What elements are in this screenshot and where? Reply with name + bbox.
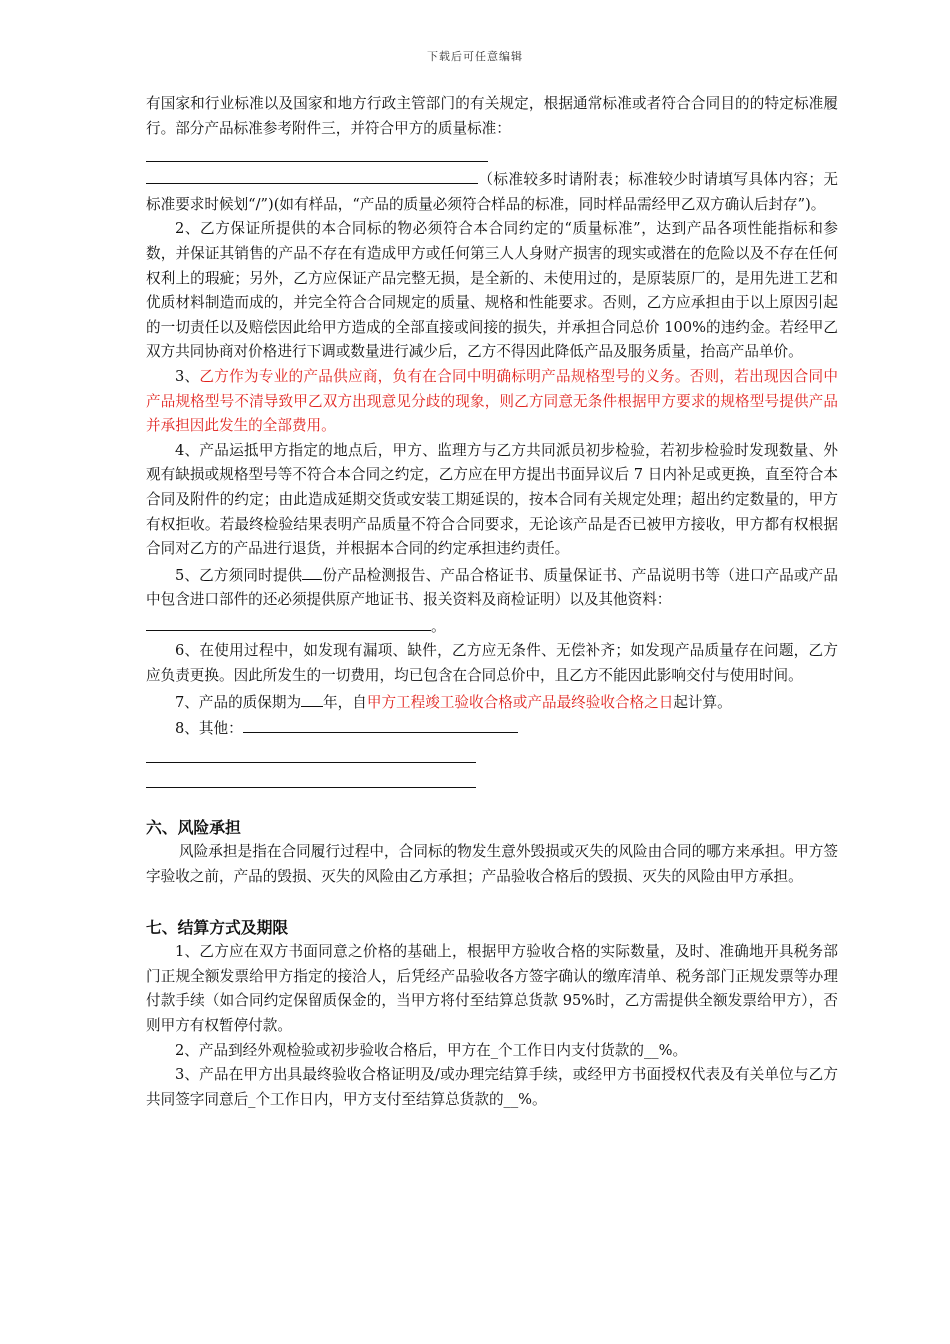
document-body	[146, 92, 838, 1112]
blank-line	[146, 141, 488, 162]
quality-item-3-text: 乙方作为专业的产品供应商，负有在合同中明确标明产品规格型号的义务。否则，若出现因合同中产品规格型号不清导致甲乙双方出现意见分歧的现象，则乙方同意无条件根据甲方要求的规格型号提供产品并承担因此发生的全部费用。	[146, 367, 838, 435]
quality-item-3-number: 3、	[175, 367, 200, 385]
quality-item-3	[146, 365, 838, 439]
section-7-item-2: 2、产品到经外观检验或初步验收合格后，甲方在_个工作日内支付货款的__%。	[175, 1041, 688, 1059]
quality-item-6: 6、在使用过程中，如发现有漏项、缺件，乙方应无条件、无偿补齐；如发现产品质量存在问题，乙方应负责更换。因此所发生的一切费用，均已包含在合同总价中，且乙方不能因此影响交付与使用时间。	[146, 642, 838, 685]
quality-item-7	[146, 689, 838, 716]
quality-item-7-text-a: 7、产品的质保期为	[175, 693, 302, 711]
section-7-item-1: 1、乙方应在双方书面同意之价格的基础上，根据甲方验收合格的实际数量，及时、准确地开具税务部门正规全额发票给甲方指定的接洽人，后凭经产品验收各方签字确认的缴库清单、税务部门正规发票等办理付款手续（如合同约定保留质保金的，当甲方将付至结算总货款 95%时，乙方需提供全额发票给甲方），否则甲方有权暂停付款。	[146, 943, 838, 1034]
quality-item-5-line	[146, 613, 838, 640]
quality-item-5-end: 。	[431, 617, 446, 635]
quality-item-5	[146, 562, 838, 613]
quality-item-7-text-b: 年，自	[323, 693, 367, 711]
blank-line	[243, 715, 518, 733]
blank-count	[302, 562, 322, 580]
quality-item-7-text-c: 起计算。	[673, 693, 732, 711]
section-6-title: 六、风险承担	[146, 817, 241, 837]
quality-note	[146, 166, 838, 217]
quality-item-8	[146, 715, 838, 742]
quality-item-7-red: 甲方工程竣工验收合格或产品最终验收合格之日	[366, 693, 674, 711]
section-6-body: 风险承担是指在合同履行过程中，合同标的物发生意外毁损或灭失的风险由合同的哪方来承担。甲方签字验收之前，产品的毁损、灭失的风险由乙方承担；产品验收合格后的毁损、灭失的风险由甲方承担。	[146, 843, 838, 886]
quality-item-4: 4、产品运抵甲方指定的地点后，甲方、监理方与乙方共同派员初步检验，若初步检验时发现数量、外观有缺损或规格型号等不符合本合同之约定，乙方应在甲方提出书面异议后 7 日内补足或更换，直至符合本合同及附件的约定；由此造成延期交货或安装工期延误的，按本合同有关规定处理；超出约定数量的，甲方有权拒收。若最终检验结果表明产品质量不符合合同要求，无论该产品是否已被甲方接收，甲方都有权根据合同对乙方的产品进行退货，并根据本合同的约定承担违约责任。	[146, 441, 838, 558]
blank-line	[146, 613, 431, 631]
section-7-item-3: 3、产品在甲方出具最终验收合格证明及/或办理完结算手续，或经甲方书面授权代表及有关单位与乙方共同签字同意后_个工作日内，甲方支付至结算总货款的__%。	[146, 1066, 838, 1108]
blank-line	[146, 763, 476, 788]
section-7-title: 七、结算方式及期限	[146, 917, 289, 937]
blank-years	[301, 689, 323, 707]
quality-note-text: （标准较多时请附表；标准较少时请填写具体内容；无标准要求时候划“/”)(如有样品，“产品的质量必须符合样品的标准，同时样品需经甲乙双方确认后封存”)。	[146, 171, 838, 213]
blank-line	[146, 742, 476, 763]
quality-item-5-text-a: 5、乙方须同时提供	[175, 566, 303, 584]
quality-item-5-text-b: 份产品检测报告、产品合格证书、质量保证书、产品说明书等（进口产品或产品中包含进口部件的还必须提供原产地证书、报关资料及商检证明）以及其他资料：	[146, 566, 838, 609]
quality-item-2: 2、乙方保证所提供的本合同标的物必须符合本合同约定的“质量标准”，达到产品各项性能指标和参数，并保证其销售的产品不存在有造成甲方或任何第三人人身财产损害的现实或潜在的危险以及不存在任何权利上的瑕疵；另外，乙方应保证产品完整无损，是全新的、未使用过的，是原装原厂的，是用先进工艺和优质材料制造而成的，并完全符合合同规定的质量、规格和性能要求。否则，乙方应承担由于以上原因引起的一切责任以及赔偿因此给甲方造成的全部直接或间接的损失，并承担合同总价 100%的违约金。若经甲乙双方共同协商对价格进行下调或数量进行减少后，乙方不得因此降低产品及服务质量，抬高产品单价。	[146, 220, 838, 361]
blank-line	[146, 166, 478, 184]
page-header: 下载后可任意编辑	[427, 50, 523, 63]
quality-paragraph-1: 有国家和行业标准以及国家和地方行政主管部门的有关规定，根据通常标准或者符合合同目的的特定标准履行。部分产品标准参考附件三，并符合甲方的质量标准：	[146, 95, 838, 137]
quality-item-8-text: 8、其他：	[175, 720, 243, 738]
